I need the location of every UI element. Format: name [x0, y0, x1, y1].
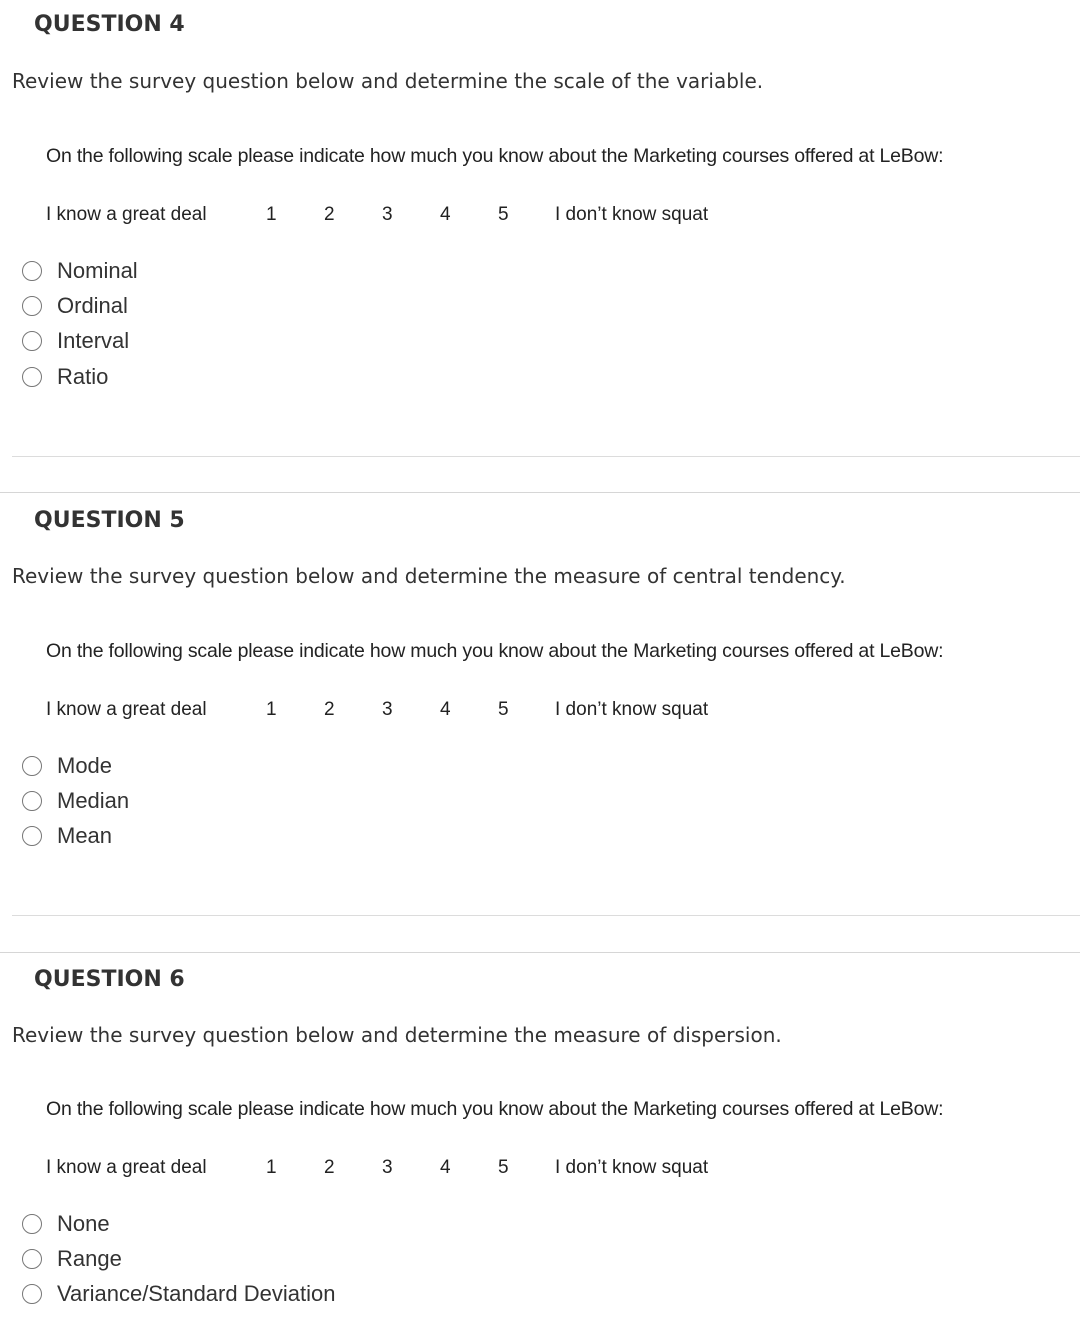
- option-label[interactable]: Mean: [57, 823, 113, 849]
- option-label[interactable]: Variance/Standard Deviation: [57, 1281, 336, 1307]
- question-title: QUESTION 6: [34, 967, 185, 992]
- answer-option-mean[interactable]: [22, 819, 129, 854]
- section-divider: [0, 952, 1080, 953]
- scale-number: 5: [498, 204, 509, 225]
- radio-button[interactable]: [22, 296, 42, 316]
- scale-number: 4: [440, 1157, 451, 1178]
- answer-options: [22, 748, 129, 854]
- survey-text: On the following scale please indicate how much you know about the Marketing courses offered at LeBow:: [46, 640, 944, 662]
- answer-option-none[interactable]: [22, 1206, 335, 1241]
- question-divider: [12, 456, 1080, 457]
- scale-right-label: I don’t know squat: [555, 204, 709, 225]
- section-divider: [0, 492, 1080, 493]
- question-prompt: Review the survey question below and determine the measure of central tendency.: [12, 564, 846, 588]
- answer-option-interval[interactable]: [22, 324, 138, 359]
- option-label[interactable]: Interval: [57, 328, 130, 354]
- radio-button[interactable]: [22, 331, 42, 351]
- question-title: QUESTION 5: [34, 508, 185, 533]
- scale-number: 5: [498, 699, 509, 720]
- question-prompt: Review the survey question below and determine the measure of dispersion.: [12, 1023, 782, 1047]
- scale-number: 4: [440, 699, 451, 720]
- scale-left-label: I know a great deal: [46, 1157, 207, 1178]
- question-title: QUESTION 4: [34, 12, 185, 37]
- scale-number: 1: [266, 699, 277, 720]
- option-label[interactable]: None: [57, 1210, 110, 1236]
- survey-text: On the following scale please indicate how much you know about the Marketing courses offered at LeBow:: [46, 145, 944, 167]
- answer-option-variance-standard-deviation[interactable]: [22, 1277, 335, 1312]
- answer-option-nominal[interactable]: [22, 253, 138, 288]
- question-prompt: Review the survey question below and determine the scale of the variable.: [12, 69, 764, 93]
- scale-right-label: I don’t know squat: [555, 699, 709, 720]
- option-label[interactable]: Ordinal: [57, 292, 128, 318]
- scale-right-label: I don’t know squat: [555, 1157, 709, 1178]
- scale-number: 2: [324, 1157, 335, 1178]
- radio-button[interactable]: [22, 367, 42, 387]
- scale-number: 3: [382, 699, 393, 720]
- scale-left-label: I know a great deal: [46, 204, 207, 225]
- radio-button[interactable]: [22, 756, 42, 776]
- answer-option-median[interactable]: [22, 783, 129, 818]
- radio-button[interactable]: [22, 1249, 42, 1269]
- option-label[interactable]: Nominal: [57, 257, 138, 283]
- answer-option-ratio[interactable]: [22, 359, 138, 394]
- scale-number: 1: [266, 1157, 277, 1178]
- option-label[interactable]: Range: [57, 1245, 122, 1271]
- answer-option-ordinal[interactable]: [22, 288, 138, 323]
- likert-scale: [46, 1157, 846, 1181]
- scale-number: 3: [382, 204, 393, 225]
- answer-option-mode[interactable]: [22, 748, 129, 783]
- radio-button[interactable]: [22, 1284, 42, 1304]
- likert-scale: [46, 204, 846, 228]
- scale-number: 2: [324, 204, 335, 225]
- radio-button[interactable]: [22, 261, 42, 281]
- scale-number: 4: [440, 204, 451, 225]
- likert-scale: [46, 699, 846, 723]
- answer-option-range[interactable]: [22, 1241, 335, 1276]
- scale-number: 2: [324, 699, 335, 720]
- option-label[interactable]: Median: [57, 787, 130, 813]
- question-divider: [12, 915, 1080, 916]
- answer-options: [22, 253, 138, 394]
- answer-options: [22, 1206, 335, 1312]
- scale-number: 5: [498, 1157, 509, 1178]
- scale-number: 3: [382, 1157, 393, 1178]
- option-label[interactable]: Ratio: [57, 363, 109, 389]
- scale-left-label: I know a great deal: [46, 699, 207, 720]
- option-label[interactable]: Mode: [57, 752, 113, 778]
- radio-button[interactable]: [22, 791, 42, 811]
- survey-text: On the following scale please indicate how much you know about the Marketing courses offered at LeBow:: [46, 1098, 944, 1120]
- radio-button[interactable]: [22, 1214, 42, 1234]
- radio-button[interactable]: [22, 826, 42, 846]
- scale-number: 1: [266, 204, 277, 225]
